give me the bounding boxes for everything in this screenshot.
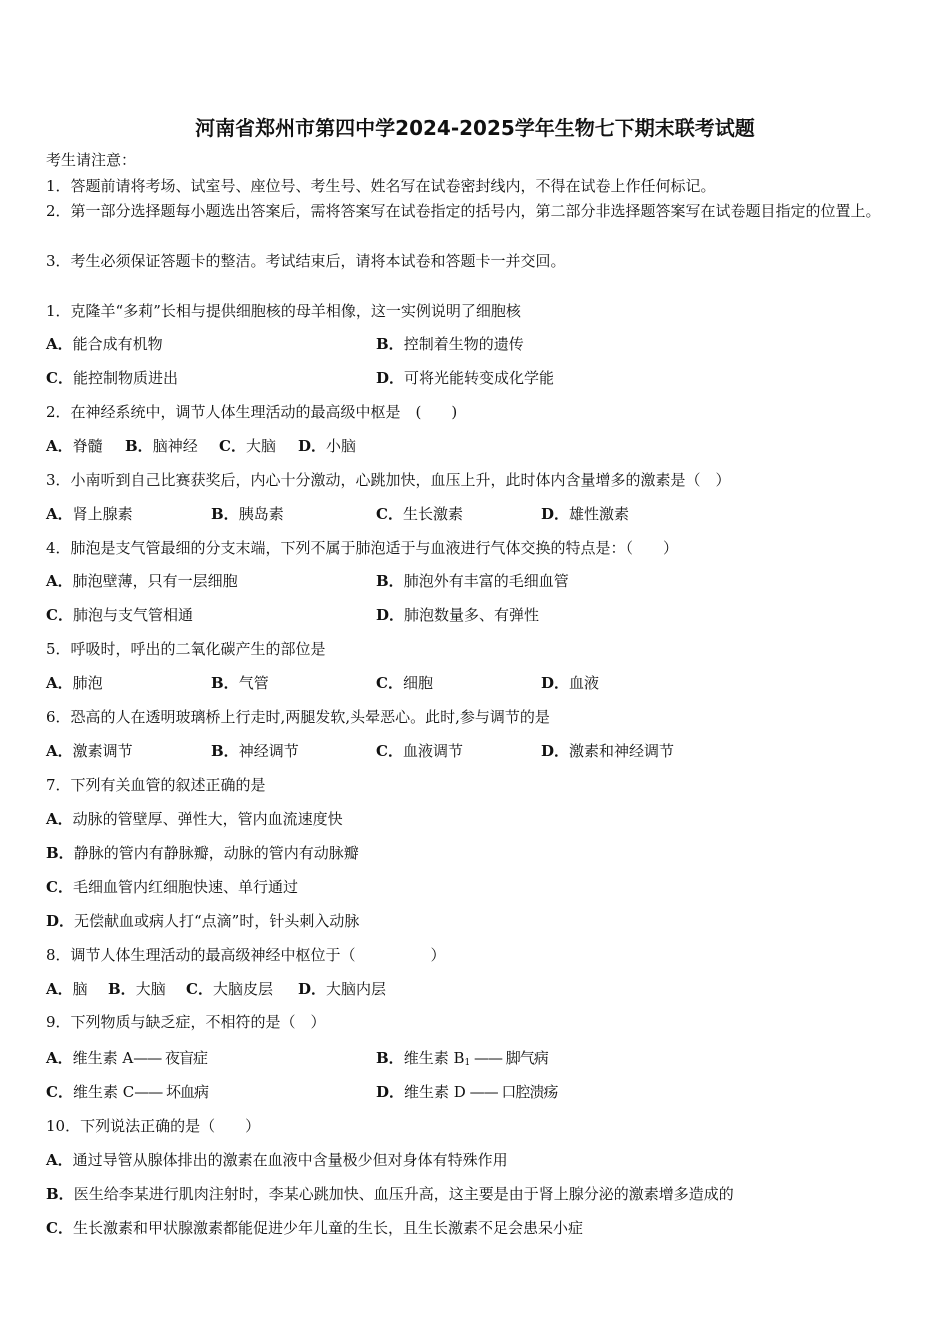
answer-option [46, 911, 359, 931]
option-letter: C． [46, 1083, 73, 1101]
answer-option [211, 741, 299, 761]
option-letter: B． [376, 1049, 404, 1067]
option-text: 可将光能转变成化学能 [404, 369, 555, 387]
option-letter: A． [46, 335, 73, 353]
option-text: 激素调节 [72, 742, 133, 760]
notice-item: 3．考生必须保证答题卡的整洁。考试结束后，请将本试卷和答题卡一并交回。 [46, 252, 566, 270]
option-letter: C． [376, 505, 403, 523]
option-letter: C． [219, 437, 246, 455]
option-text: 肺泡与支气管相通 [72, 606, 193, 624]
option-text: 控制着生物的遗传 [403, 335, 524, 353]
answer-option [541, 504, 629, 524]
option-text: 肺泡外有丰富的毛细血管 [403, 572, 569, 590]
question-stem: 2．在神经系统中，调节人体生理活动的最高级中枢是 ( ) [46, 403, 458, 421]
answer-option [376, 741, 463, 761]
question-stem: 3．小南听到自己比赛获奖后，内心十分激动，心跳加快，血压上升，此时体内含量增多的激素是（ ） [46, 471, 731, 489]
option-letter: B． [376, 572, 404, 590]
answer-option [46, 673, 103, 693]
option-letter: C． [46, 606, 73, 624]
answer-option [541, 741, 674, 761]
option-text: 细胞 [402, 674, 433, 692]
option-text: 脊髓 [72, 437, 103, 455]
option-letter: B． [211, 742, 239, 760]
option-text: 医生给李某进行肌肉注射时，李某心跳加快、血压升高，这主要是由于肾上腺分泌的激素增多造成的 [73, 1185, 734, 1203]
option-letter: A． [46, 742, 73, 760]
option-letter: C． [186, 980, 213, 998]
question-stem: 1．克隆羊“多莉”长相与提供细胞核的母羊相像，这一实例说明了细胞核 [46, 302, 521, 320]
answer-option [541, 673, 599, 693]
option-text: 肺泡壁薄，只有一层细胞 [72, 572, 238, 590]
answer-option [46, 979, 88, 999]
option-text: 脑神经 [152, 437, 198, 455]
option-letter: D． [541, 674, 570, 692]
answer-option [46, 1082, 208, 1102]
option-letter: A． [46, 674, 73, 692]
option-letter: D． [298, 437, 327, 455]
answer-option [46, 436, 103, 456]
option-letter: A． [46, 437, 73, 455]
question-stem: 9．下列物质与缺乏症，不相符的是（ ） [46, 1013, 326, 1031]
option-text: —— 脚气病 [470, 1049, 548, 1067]
option-text: 维生素 D [404, 1083, 466, 1101]
answer-option [376, 334, 524, 354]
answer-option [376, 1048, 548, 1073]
option-letter: A． [46, 1151, 73, 1169]
option-text: 生长激素和甲状腺激素都能促进少年儿童的生长，且生长激素不足会患呆小症 [72, 1219, 583, 1237]
option-text: 胰岛素 [238, 505, 284, 523]
option-letter: B． [125, 437, 153, 455]
option-letter: B． [46, 1185, 74, 1203]
answer-option [46, 1218, 583, 1238]
answer-option [376, 504, 463, 524]
question-stem: 7．下列有关血管的叙述正确的是 [46, 776, 266, 794]
answer-option [376, 571, 569, 591]
option-text: 大脑皮层 [212, 980, 273, 998]
option-letter: C． [376, 742, 403, 760]
answer-option [376, 605, 539, 625]
answer-option [46, 843, 359, 863]
option-letter: D． [376, 1083, 405, 1101]
option-text: 毛细血管内红细胞快速、单行通过 [72, 878, 298, 896]
option-text: —— 夜盲症 [133, 1049, 208, 1067]
option-text: 能合成有机物 [72, 335, 163, 353]
answer-option [46, 605, 193, 625]
answer-option [46, 1184, 734, 1204]
answer-option [46, 1150, 508, 1170]
option-letter: D． [376, 606, 405, 624]
question-stem: 5．呼吸时，呼出的二氧化碳产生的部位是 [46, 640, 326, 658]
option-text: 静脉的管内有静脉瓣，动脉的管内有动脉瓣 [73, 844, 359, 862]
option-letter: C． [46, 369, 73, 387]
answer-option [46, 334, 163, 354]
option-text: 维生素 C [72, 1083, 135, 1101]
answer-option [219, 436, 276, 456]
answer-option [376, 673, 433, 693]
option-letter: B． [376, 335, 404, 353]
option-text: 大脑 [245, 437, 276, 455]
answer-option [46, 741, 133, 761]
option-letter: A． [46, 980, 73, 998]
option-text: 气管 [238, 674, 269, 692]
notice-item: 1．答题前请将考场、试室号、座位号、考生号、姓名写在试卷密封线内，不得在试卷上作任何标记。 [46, 177, 716, 195]
answer-option [46, 504, 133, 524]
answer-option [211, 673, 269, 693]
option-text: 生长激素 [402, 505, 463, 523]
option-text: 能控制物质进出 [72, 369, 178, 387]
option-letter: B． [211, 505, 239, 523]
option-text: 脑 [72, 980, 88, 998]
question-stem: 6．恐高的人在透明玻璃桥上行走时,两腿发软,头晕恶心。此时,参与调节的是 [46, 708, 550, 726]
option-letter: D． [298, 980, 327, 998]
option-letter: C． [46, 1219, 73, 1237]
option-text: 动脉的管壁厚、弹性大，管内血流速度快 [72, 810, 343, 828]
option-text: 大脑内层 [326, 980, 387, 998]
option-text: 肾上腺素 [72, 505, 133, 523]
option-text: 神经调节 [238, 742, 299, 760]
answer-option [46, 368, 178, 388]
option-letter: B． [211, 674, 239, 692]
answer-option [376, 368, 554, 388]
option-text: —— 口腔溃疡 [465, 1083, 558, 1101]
option-letter: A． [46, 505, 73, 523]
notice-item: 2．第一部分选择题每小题选出答案后，需将答案写在试卷指定的括号内，第二部分非选择题答案写在试卷题目指定的位置上。 [46, 202, 881, 220]
option-letter: A． [46, 810, 73, 828]
answer-option [376, 1082, 557, 1102]
option-letter: D． [541, 505, 570, 523]
option-subscript: 1 [464, 1058, 471, 1068]
option-text: 大脑 [135, 980, 166, 998]
option-text: 激素和神经调节 [569, 742, 675, 760]
option-text: 无偿献血或病人打“点滴”时，针头刺入动脉 [74, 912, 360, 930]
option-letter: B． [108, 980, 136, 998]
option-text: 血液 [569, 674, 600, 692]
option-letter: A． [46, 572, 73, 590]
answer-option [46, 809, 343, 829]
option-text: 维生素 B [403, 1049, 465, 1067]
option-text: 血液调节 [402, 742, 463, 760]
answer-option [125, 436, 198, 456]
answer-option [46, 571, 238, 591]
answer-option [46, 877, 298, 897]
answer-option [186, 979, 273, 999]
option-letter: D． [376, 369, 405, 387]
answer-option [211, 504, 284, 524]
option-text: 通过导管从腺体排出的激素在血液中含量极少但对身体有特殊作用 [72, 1151, 508, 1169]
option-letter: C． [376, 674, 403, 692]
option-text: 肺泡数量多、有弹性 [404, 606, 540, 624]
option-letter: D． [541, 742, 570, 760]
question-stem: 10．下列说法正确的是（ ） [46, 1117, 261, 1135]
option-text: —— 坏血病 [134, 1083, 208, 1101]
answer-option [108, 979, 166, 999]
question-stem: 8．调节人体生理活动的最高级神经中枢位于（ ） [46, 946, 446, 964]
answer-option [298, 436, 356, 456]
option-text: 小脑 [326, 437, 357, 455]
option-letter: A． [46, 1049, 73, 1067]
page-title: 河南省郑州市第四中学2024-2025学年生物七下期末联考试题 [195, 116, 755, 140]
option-letter: C． [46, 878, 73, 896]
question-stem: 4．肺泡是支气管最细的分支末端，下列不属于肺泡适于与血液进行气体交换的特点是：（ ） [46, 539, 679, 557]
option-text: 雄性激素 [569, 505, 630, 523]
answer-option [298, 979, 386, 999]
notice-heading: 考生请注意： [46, 151, 137, 169]
answer-option [46, 1048, 207, 1068]
option-letter: D． [46, 912, 75, 930]
option-text: 维生素 A [72, 1049, 134, 1067]
option-text: 肺泡 [72, 674, 103, 692]
option-letter: B． [46, 844, 74, 862]
